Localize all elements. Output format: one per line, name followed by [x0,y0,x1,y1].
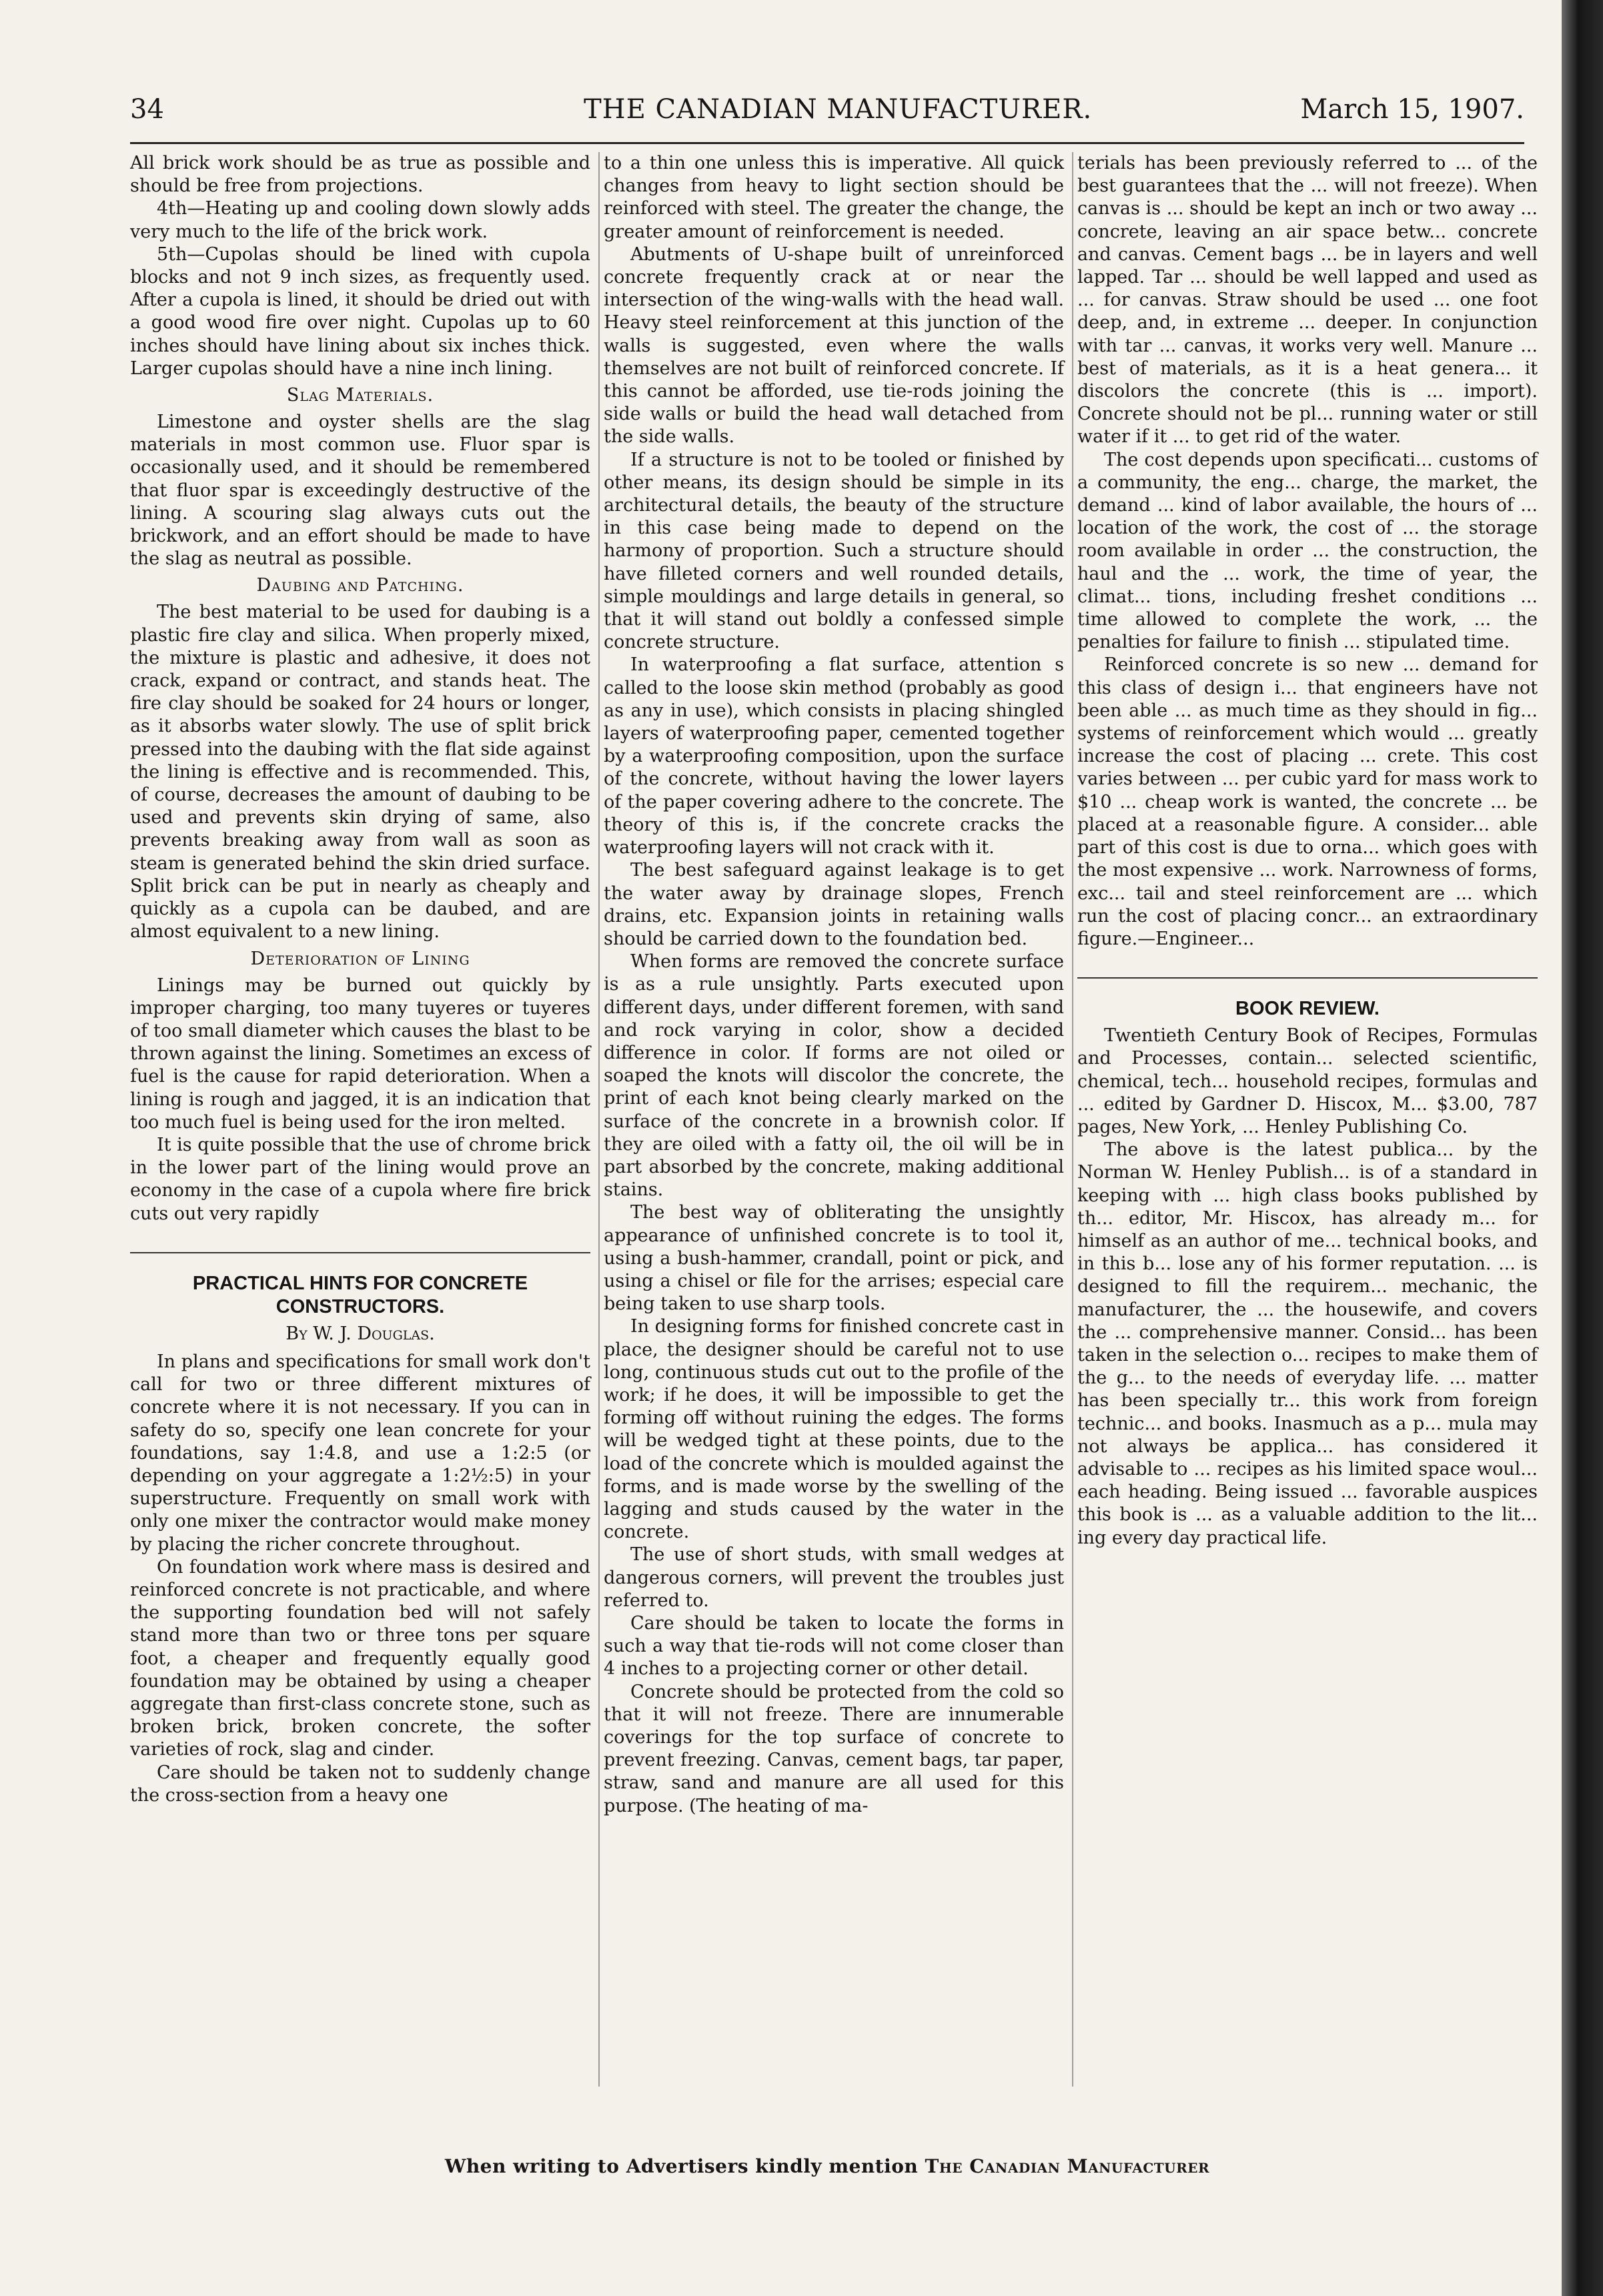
paragraph: 4th—Heating up and cooling down slowly adds very much to the life of the brick work. [130,198,590,242]
paragraph: Care should be taken not to suddenly change the cross-section from a heavy one [130,1762,590,1806]
article-separator [130,1252,590,1253]
book-review-title: BOOK REVIEW. [1235,998,1380,1020]
paragraph: The best material to be used for daubing is a plastic fire clay and silica. When properly mixed, the mixture is plastic and adhesive, it does not crack, expand or contract, and stands heat. The fire clay should be soaked for 24 hours or longer, as it absorbs water slowly. The use of split brick pressed into the daubing with the flat side against the lining is effective and is recommended. This, of course, decreases the amount of daubing to be used and prevents skin drying of same, also prevents breaking away from wall as soon as steam is generated behind the skin dried surface. Split brick can be put in nearly as cheaply and quickly as a cupola can be daubed, and are almost equivalent to a new lining. [130,602,590,943]
header-rule [130,142,1524,144]
column-divider-2 [1072,152,1073,2087]
article-byline: By W. J. Douglas. [286,1323,435,1344]
paragraph: Linings may be burned out quickly by improper charging, too many tuyeres or tuyeres of too small diameter which causes the blast to be thrown against the lining. Sometimes an excess of fuel is the cause for rapid deterioration. When a lining is rough and jagged, it is an indication that too much fuel is being used for the iron melted. [130,975,590,1133]
page-footer [130,2155,1524,2179]
paragraph: In waterproofing a flat surface, attention s called to the loose skin method (probably as good as any in use), which consists in placing shingled layers of waterproofing paper, cemented together by a waterproofing composition, upon the surface of the concrete, without having the lower layers of the paper covering adhere to the concrete. The theory of this is, if the concrete cracks the waterproofing layers will not crack with it. [604,654,1064,858]
paragraph: to a thin one unless this is imperative. All quick changes from heavy to light section should be reinforced with steel. The greater the change, the greater amount of reinforcement is needed. [604,153,1064,242]
page-edge-shadow [1562,0,1603,2296]
column-divider-1 [598,152,600,2087]
section-heading-daubing: Daubing and Patching. [256,575,464,596]
paragraph: Abutments of U-shape built of unreinforced concrete frequently crack at or near the intersection of the wing-walls with the head wall. Heavy steel reinforcement at this junction of the walls is suggested, even where the walls themselves are not built of reinforced concrete. If this cannot be afforded, use tie-rods joining the side walls or build the head wall detached from the side walls. [604,243,1064,448]
issue-date: March 15, 1907. [1300,94,1524,125]
paragraph: In designing forms for finished concrete cast in place, the designer should be careful not to use long, continuous studs cut out to the profile of the work; if he does, it will be impossible to get the forming off without ruining the edges. The forms will be wedged tight at these points, due to the load of the concrete which is moulded against the forms, and is made worse by the swelling of the lagging and studs caused by the water in the concrete. [604,1316,1064,1543]
paragraph: It is quite possible that the use of chrome brick in the lower part of the lining would prove an economy in the case of a cupola where fire brick cuts out very rapidly [130,1134,590,1224]
footer-text: When writing to Advertisers kindly mention [444,2155,925,2177]
paragraph: In plans and specifications for small work don't call for two or three different mixtures of concrete where it is not necessary. If you can in safety do so, specify one lean concrete for your foundations, say 1:4.8, and use a 1:2:5 (or depending on your aggregate a 1:2½:5) in your superstructure. Frequently on small work with only one mixer the contractor would make money by placing the richer concrete throughout. [130,1351,590,1555]
paragraph: The cost depends upon specificati... customs of a community, the eng... charge, the market, the demand ... kind of labor available, the hours of ... location of the work, the cost of ... the storage room available in order ... the construction, the haul and the ... work, the time of year, the climat... tions, including freshet conditions ... time allowed to complete the work, ... the penalties for failure to finish ... stipulated time. [1077,449,1538,653]
column-1 [130,152,590,1807]
footer-publication: The Canadian Manufacturer [925,2155,1210,2177]
paragraph: The use of short studs, with small wedges at dangerous corners, will prevent the troubles just referred to. [604,1544,1064,1611]
paragraph: Reinforced concrete is so new ... demand for this class of design i... that engineers have not been able ... as much time as they should in fig... systems of reinforcement which would ... greatly increase the cost of placing ... crete. This cost varies between ... per cubic yard for mass work to $10 ... cheap work is wanted, the concrete ... be placed at a reasonable figure. A consider... able part of this cost is due to orna... which goes with the most expensive ... work. Narrowness of forms, exc... tail and steel reinforcement are ... which run the cost of placing concr... an extraordinary figure.—Engineer... [1077,654,1538,949]
paragraph: Limestone and oyster shells are the slag materials in most common use. Fluor spar is occasionally used, and it should be remembered that fluor spar is exceedingly destructive of the lining. A scouring slag always cuts out the brickwork, and an effort should be made to have the slag as neutral as possible. [130,412,590,570]
paragraph: The best safeguard against leakage is to get the water away by drainage slopes, French drains, etc. Expansion joints in retaining walls should be carried down to the foundation bed. [604,860,1064,949]
paragraph: The above is the latest publica... by the Norman W. Henley Publish... is of a standard in keeping with ... high class books published by th... editor, Mr. Hiscox, has already m... for himself as an author of me... technical books, and in this b... lose any of his former reputation. ... is designed to fill the requirem... mechanic, the manufacturer, the ... the housewife, and covers the ... comprehensive manner. Consid... has been taken in the selection o... recipes to make them of the g... to the needs of everyday life. ... matter has been specially tr... this work from foreign technic... and books. Inasmuch as a p... mula may not always be applica... has considered it advisable to ... recipes as his limited space woul... each heading. Being issued ... favorable auspices this book is ... as a valuable addition to the lit... ing every day practical life. [1077,1139,1538,1548]
paragraph: When forms are removed the concrete surface is as a rule unsightly. Parts executed upon different days, under different foremen, with sand and rock varying in color, show a decided difference in color. If forms are not oiled or soaped the knots will discolor the concrete, the print of each knot being clearly marked on the surface of the concrete in a brownish color. If they are oiled with a fatty oil, the oil will be in part absorbed by the concrete, making additional stains. [604,951,1064,1201]
paragraph: 5th—Cupolas should be lined with cupola blocks and not 9 inch sizes, as frequently used. After a cupola is lined, it should be dried out with a good wood fire over night. Cupolas up to 60 inches should have lining about six inches thick. Larger cupolas should have a nine inch lining. [130,243,590,379]
paragraph: All brick work should be as true as possible and should be free from projections. [130,153,590,197]
paragraph: The best way of obliterating the unsightly appearance of unfinished concrete is to tool it, using a bush-hammer, crandall, point or pick, and using a chisel or file for the arrises; especial care being taken to use sharp tools. [604,1202,1064,1315]
section-heading-slag: Slag Materials. [286,385,434,406]
page-number: 34 [130,94,164,125]
page-header [130,93,1524,147]
article-separator [1077,977,1538,979]
paragraph: terials has been previously referred to ... of the best guarantees that the ... will not freeze). When canvas is ... should be kept an inch or two away ... concrete, leaving an air space betw... concrete and canvas. Cement bags ... be in layers and well lapped. Tar ... should be well lapped and used as ... for canvas. Straw should be used ... one foot deep, and, in extreme ... deeper. In conjunction with tar ... canvas, it works very well. Manure ... best of materials, as it is a heat genera... it discolors the concrete (this is ... import). Concrete should not be pl... running water or still water if it ... to get rid of the water. [1077,153,1538,448]
paragraph: On foundation work where mass is desired and reinforced concrete is not practicable, and where the supporting foundation bed will not safely stand more than two or three tons per square foot, a cheaper and frequently equally good foundation may be obtained by using a cheaper aggregate than first-class concrete stone, such as broken brick, broken concrete, the softer varieties of rock, slag and cinder. [130,1556,590,1760]
article-title: PRACTICAL HINTS FOR CONCRETE CONSTRUCTORS. [192,1272,528,1317]
column-2 [604,152,1064,1818]
paragraph: If a structure is not to be tooled or finished by other means, its design should be simple in its architectural details, the beauty of the structure in this case being made to depend on the harmony of proportion. Such a structure should have filleted corners and well rounded details, simple mouldings and large details in general, so that it will stand out boldly a confessed simple concrete structure. [604,449,1064,653]
publication-title: THE CANADIAN MANUFACTURER. [584,94,1093,125]
paragraph: Concrete should be protected from the cold so that it will not freeze. There are innumerable coverings for the top surface of concrete to prevent freezing. Canvas, cement bags, tar paper, straw, sand and manure are all used for this purpose. (The heating of ma- [604,1681,1064,1816]
paragraph: Twentieth Century Book of Recipes, Formulas and Processes, contain... selected scientific, chemical, tech... household recipes, formulas and ... edited by Gardner D. Hiscox, M... $3.00, 787 pages, New York, ... Henley Publishing Co. [1077,1025,1538,1137]
column-3 [1077,152,1538,1550]
paragraph: Care should be taken to locate the forms in such a way that tie-rods will not come closer than 4 inches to a projecting corner or other detail. [604,1613,1064,1680]
section-heading-deterioration: Deterioration of Lining [250,948,470,969]
